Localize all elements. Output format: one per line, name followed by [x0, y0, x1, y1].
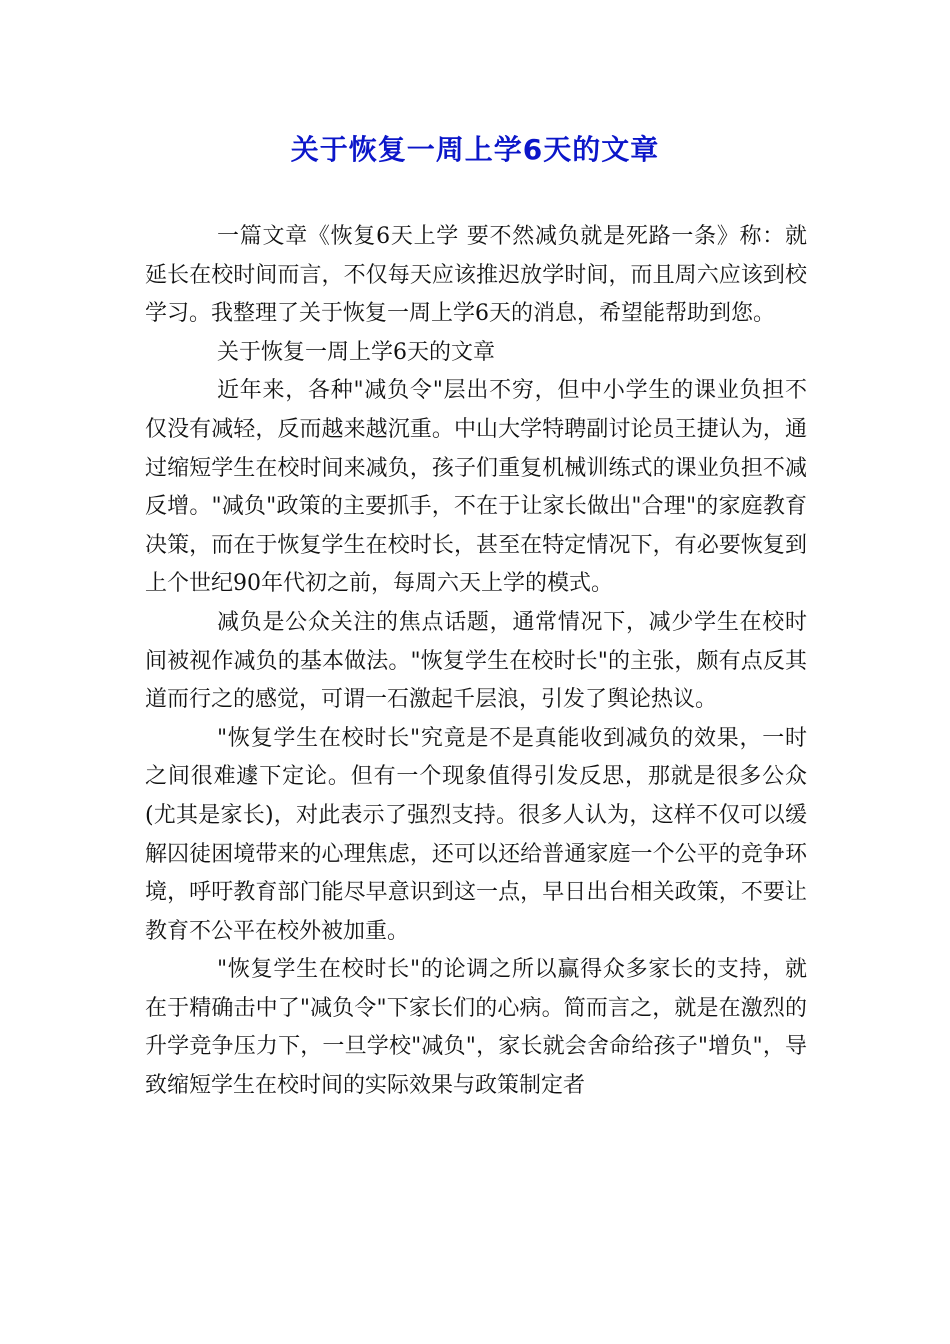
paragraph-body: "恢复学生在校时长"的论调之所以赢得众多家长的支持，就在于精确击中了"减负令"下家长们的心病。简而言之，就是在激烈的升学竞争压力下，一旦学校"减负"，家长就会舍命给孩子"增负"，导致缩短学生在校时间的实际效果与政策制定者 [145, 957, 807, 1099]
document-title: 关于恢复一周上学6天的文章 [290, 133, 660, 166]
paragraph-body: 近年来，各种"减负令"层出不穷，但中小学生的课业负担不仅没有减轻，反而越来越沉重。中山大学特聘副讨论员王捷认为，通过缩短学生在校时间来减负，孩子们重复机械训练式的课业负担不减反增。"减负"政策的主要抓手，不在于让家长做出"合理"的家庭教育决策，而在于恢复学生在校时长，甚至在特定情况下，有必要恢复到上个世纪90年代初之前，每周六天上学的模式。 [145, 378, 807, 597]
paragraph-subtitle: 关于恢复一周上学6天的文章 [217, 339, 495, 365]
document-body [145, 218, 807, 1106]
paragraph-body: "恢复学生在校时长"究竟是不是真能收到减负的效果，一时之间很难遽下定论。但有一个现象值得引发反思，那就是很多公众(尤其是家长)，对此表示了强烈支持。很多人认为，这样不仅可以缓解囚徒困境带来的心理焦虑，还可以还给普通家庭一个公平的竞争环境，呼吁教育部门能尽早意识到这一点，早日出台相关政策，不要让教育不公平在校外被加重。 [145, 725, 807, 944]
paragraph-body: 减负是公众关注的焦点话题，通常情况下，减少学生在校时间被视作减负的基本做法。"恢复学生在校时长"的主张，颇有点反其道而行之的感觉，可谓一石激起千层浪，引发了舆论热议。 [145, 609, 807, 713]
paragraph-intro: 一篇文章《恢复6天上学 要不然减负就是死路一条》称：就延长在校时间而言，不仅每天应该推迟放学时间，而且周六应该到校学习。我整理了关于恢复一周上学6天的消息，希望能帮助到您。 [145, 224, 807, 327]
